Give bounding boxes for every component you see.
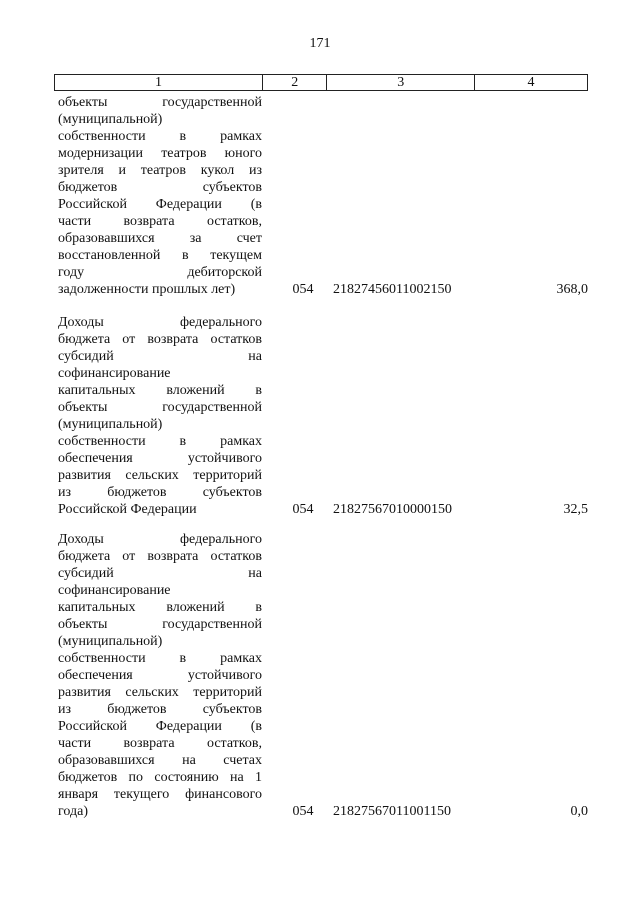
description-line: Доходы федерального (58, 315, 262, 330)
description-line: из бюджетов субъектов (58, 702, 262, 717)
description-line: Российской Федерации (58, 502, 197, 517)
row-amount: 368,0 (556, 282, 588, 297)
description-line: Российской Федерации (в (58, 719, 262, 734)
description-line: бюджета от возврата остатков (58, 332, 262, 347)
header-col-3: 3 (327, 75, 475, 91)
description-line: бюджетов по состоянию на 1 (58, 770, 262, 785)
description-line: обеспечения устойчивого (58, 668, 262, 683)
header-col-2: 2 (263, 75, 327, 91)
row-code: 054 (292, 804, 314, 819)
row-description (58, 531, 262, 820)
description-line: развития сельских территорий (58, 685, 262, 700)
description-line: Российской Федерации (в (58, 197, 262, 212)
page-number: 171 (309, 36, 331, 51)
description-line: (муниципальной) (58, 417, 163, 432)
description-line: восстановленной в текущем (58, 248, 262, 263)
description-line: зрителя и театров кукол из (58, 163, 262, 178)
row-amount: 0,0 (570, 804, 588, 819)
row-description (58, 314, 262, 518)
table-header (54, 74, 588, 91)
description-line: модернизации театров юного (58, 146, 262, 161)
header-col-4: 4 (475, 75, 588, 91)
description-line: (муниципальной) (58, 634, 163, 649)
description-line: задолженности прошлых лет) (58, 282, 236, 297)
description-line: субсидий на (58, 566, 262, 581)
description-line: собственности в рамках (58, 434, 262, 449)
description-line: образовавшихся на счетах (58, 753, 262, 768)
description-line: капитальных вложений в (58, 600, 262, 615)
description-line: бюджета от возврата остатков (58, 549, 262, 564)
description-line: софинансирование (58, 583, 171, 598)
row-kbk: 21827456011002150 (333, 282, 452, 297)
row-kbk: 21827567011001150 (333, 804, 451, 819)
description-line: года) (58, 804, 88, 819)
description-line: объекты государственной (58, 400, 262, 415)
description-line: бюджетов субъектов (58, 180, 262, 195)
description-line: из бюджетов субъектов (58, 485, 262, 500)
description-line: Доходы федерального (58, 532, 262, 547)
description-line: образовавшихся за счет (58, 231, 262, 246)
description-line: объекты государственной (58, 95, 262, 110)
description-line: части возврата остатков, (58, 736, 262, 751)
description-line: капитальных вложений в (58, 383, 262, 398)
row-kbk: 21827567010000150 (333, 502, 452, 517)
header-col-1: 1 (55, 75, 263, 91)
row-code: 054 (292, 282, 314, 297)
description-line: января текущего финансового (58, 787, 262, 802)
description-line: собственности в рамках (58, 129, 262, 144)
row-code: 054 (292, 502, 314, 517)
description-line: субсидий на (58, 349, 262, 364)
description-line: (муниципальной) (58, 112, 163, 127)
description-line: году дебиторской (58, 265, 262, 280)
row-amount: 32,5 (563, 502, 588, 517)
description-line: софинансирование (58, 366, 171, 381)
description-line: развития сельских территорий (58, 468, 262, 483)
description-line: объекты государственной (58, 617, 262, 632)
description-line: собственности в рамках (58, 651, 262, 666)
description-line: части возврата остатков, (58, 214, 262, 229)
row-description (58, 94, 262, 298)
description-line: обеспечения устойчивого (58, 451, 262, 466)
